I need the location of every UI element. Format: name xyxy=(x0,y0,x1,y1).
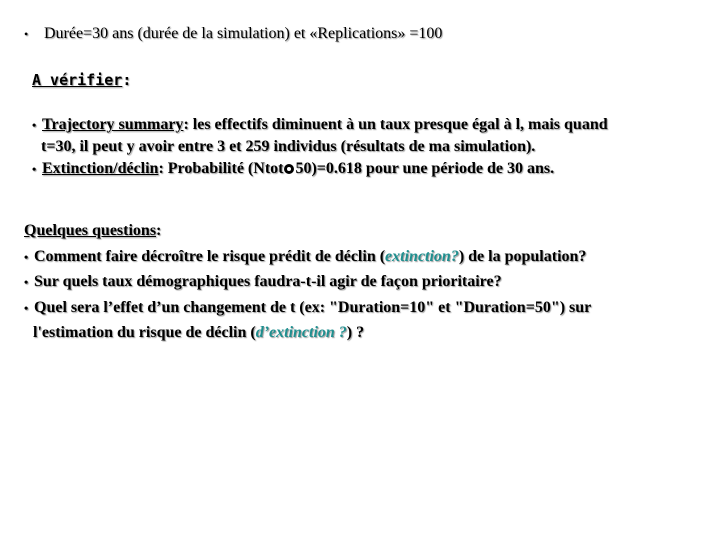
bullet: • xyxy=(32,162,37,176)
verify-heading-colon: : xyxy=(122,71,132,89)
verify-heading xyxy=(32,71,131,90)
simulation-settings-line xyxy=(24,25,442,43)
circle-glyph-icon xyxy=(284,164,294,174)
bullet: • xyxy=(24,275,29,289)
question-1-post: ) de la population? xyxy=(458,248,587,265)
trajectory-colon: : xyxy=(183,116,189,133)
questions-heading-colon: : xyxy=(156,222,162,239)
extinction-text-pre: Probabilité (Ntot xyxy=(163,160,284,177)
question-3-term: d’extinction ? xyxy=(255,324,347,341)
question-1-term: extinction? xyxy=(385,248,459,265)
extinction-line xyxy=(32,160,554,178)
trajectory-line-2 xyxy=(41,138,535,156)
extinction-label: Extinction/déclin xyxy=(42,160,159,177)
trajectory-label: Trajectory summary xyxy=(42,116,184,133)
bullet: • xyxy=(32,118,37,132)
question-1 xyxy=(24,248,586,266)
bullet: • xyxy=(24,27,29,41)
question-3-post: ) ? xyxy=(346,324,365,341)
simulation-settings-text: Durée=30 ans (durée de la simulation) et «Replications» =100 xyxy=(44,25,443,42)
questions-heading xyxy=(24,222,161,240)
extinction-colon: : xyxy=(158,160,164,177)
trajectory-text-a: les effectifs diminuent à un taux presque égal à l, mais quand xyxy=(188,116,608,133)
trajectory-text-b: t=30, il peut y avoir entre 3 et 259 individus (résultats de ma simulation). xyxy=(41,138,536,155)
bullet: • xyxy=(24,250,29,264)
question-3 xyxy=(24,299,591,317)
question-2-text: Sur quels taux démographiques faudra-t-il agir de façon prioritaire? xyxy=(34,273,502,290)
verify-heading-text: A vérifier xyxy=(32,71,123,89)
question-3-pre: l'estimation du risque de déclin ( xyxy=(33,324,256,341)
question-3-text: Quel sera l’effet d’un changement de t (ex: "Duration=10" et "Duration=50") sur xyxy=(34,299,592,316)
question-2 xyxy=(24,273,502,291)
questions-heading-text: Quelques questions xyxy=(24,222,157,239)
question-3-continued xyxy=(33,324,364,342)
question-1-pre: Comment faire décroître le risque prédit de déclin ( xyxy=(34,248,386,265)
trajectory-line-1 xyxy=(32,116,608,134)
bullet: • xyxy=(24,301,29,315)
extinction-text-post: 50)=0.618 pour une période de 30 ans. xyxy=(295,160,555,177)
